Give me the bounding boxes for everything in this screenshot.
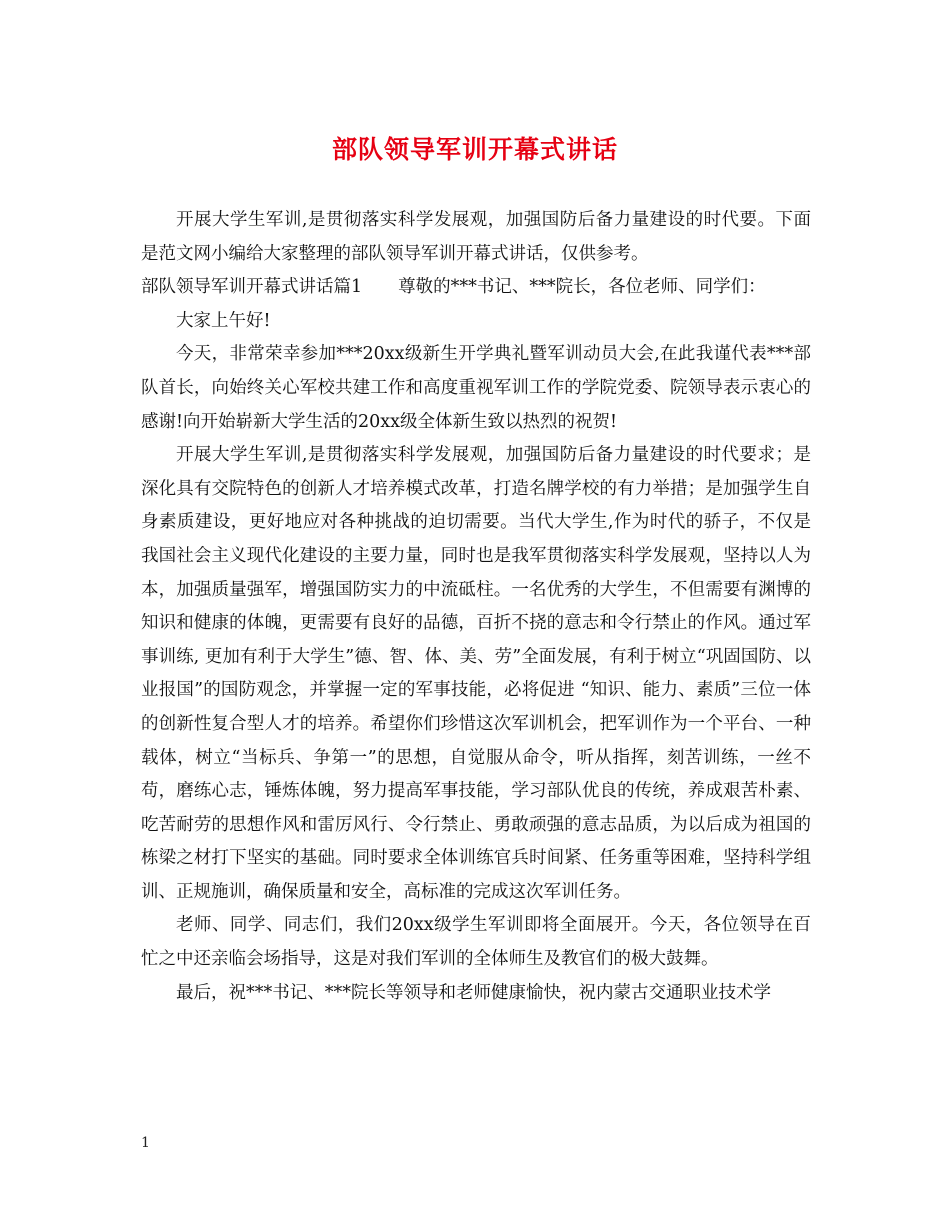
document-body: [141, 204, 811, 1010]
greeting-paragraph: 大家上午好!: [176, 310, 271, 331]
section-heading: 部队领导军训开幕式讲话篇1: [141, 277, 363, 298]
salutation: 尊敬的***书记、***院长，各位老师、同学们：: [398, 277, 766, 298]
intro-paragraph: 开展大学生军训,是贯彻落实科学发展观，加强国防后备力量建设的时代要。下面是范文网小编给大家整理的部队领导军训开幕式讲话，仅供参考。: [141, 210, 811, 264]
body-paragraph-1: 今天，非常荣幸参加***20xx级新生开学典礼暨军训动员大会,在此我谨代表***部队首长，向始终关心军校共建工作和高度重视军训工作的学院党委、院领导表示衷心的感谢!向开始崭新大学生活的20xx级全体新生致以热烈的祝贺!: [141, 344, 811, 432]
section-heading-line: [141, 271, 811, 305]
body-paragraph-4: 最后，祝***书记、***院长等领导和老师健康愉快，祝内蒙古交通职业技术学: [176, 982, 771, 1003]
body-paragraph-2: 开展大学生军训,是贯彻落实科学发展观，加强国防后备力量建设的时代要求；是深化具有交院特色的创新人才培养模式改革，打造名牌学校的有力举措；是加强学生自身素质建设，更好地应对各种挑战的迫切需要。当代大学生,作为时代的骄子，不仅是我国社会主义现代化建设的主要力量，同时也是我军贯彻落实科学发展观，坚持以人为本，加强质量强军，增强国防实力的中流砥柱。一名优秀的大学生，不但需要有渊博的知识和健康的体魄，更需要有良好的品德，百折不挠的意志和令行禁止的作风。通过军事训练, 更加有利于大学生”德、智、体、美、劳”全面发展，有利于树立“巩固国防、以业报国”的国防观念，并掌握一定的军事技能，必将促进 “知识、能力、素质”三位一体的创新性复合型人才的培养。希望你们珍惜这次军训机会，把军训作为一个平台、一种载体，树立“当标兵、争第一”的思想，自觉服从命令，听从指挥，刻苦训练，一丝不苟，磨练心志，锤炼体魄，努力提高军事技能，学习部队优良的传统，养成艰苦朴素、吃苦耐劳的思想作风和雷厉风行、令行禁止、勇敢顽强的意志品质，为以后成为祖国的栋梁之材打下坚实的基础。同时要求全体训练官兵时间紧、任务重等困难，坚持科学组训、正规施训，确保质量和安全，高标准的完成这次军训任务。: [141, 445, 811, 902]
page-number: 1: [141, 1135, 150, 1151]
document-title: 部队领导军训开幕式讲话: [331, 135, 618, 164]
body-paragraph-3: 老师、同学、同志们，我们20xx级学生军训即将全面展开。今天，各位领导在百忙之中还亲临会场指导，这是对我们军训的全体师生及教官们的极大鼓舞。: [141, 915, 811, 970]
